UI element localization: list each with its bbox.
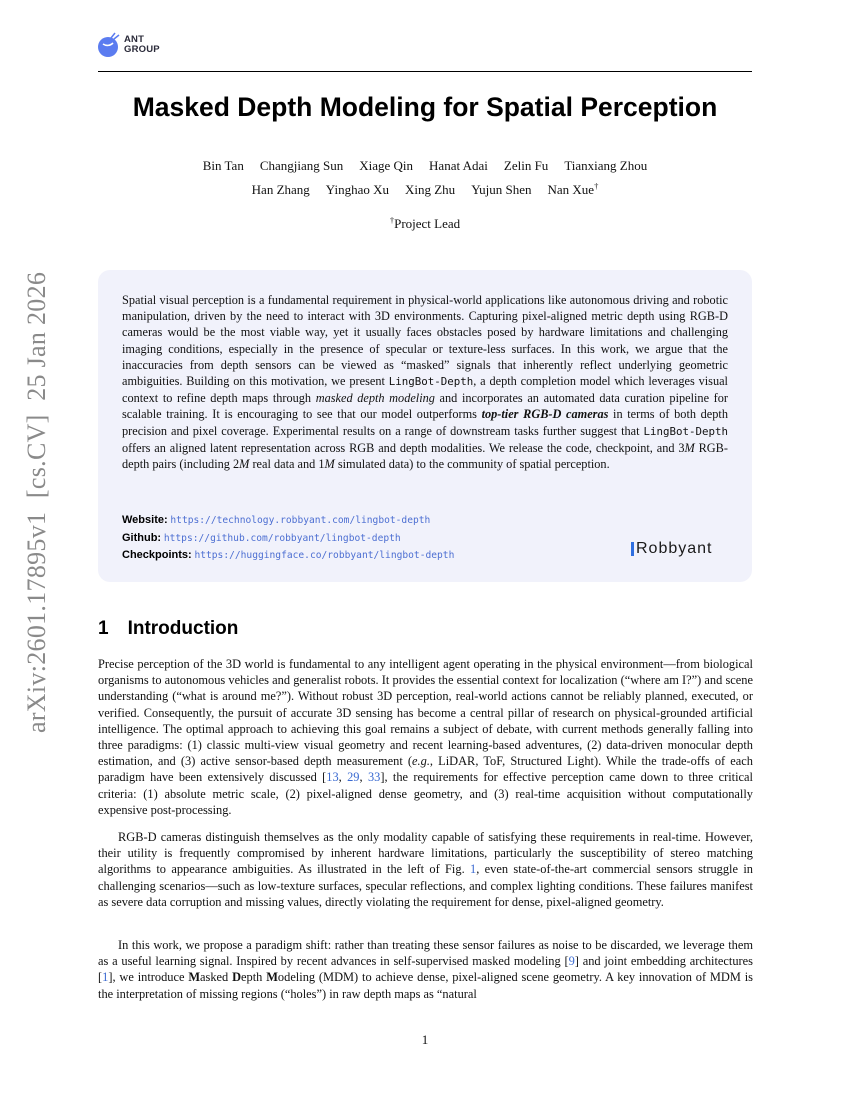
github-row: Github: https://github.com/robbyant/lingbot-depth	[122, 531, 401, 544]
author: Xing Zhu	[404, 182, 456, 197]
github-link[interactable]: https://github.com/robbyant/lingbot-depth	[163, 532, 401, 544]
author: Bin Tan	[202, 158, 244, 173]
project-lead-note: †Project Lead	[389, 215, 461, 231]
dagger-mark: †	[594, 181, 599, 191]
author: Changjiang Sun	[259, 158, 344, 173]
brand-logo	[97, 32, 160, 58]
resource-links	[122, 512, 454, 565]
arxiv-side-stamp: arXiv:2601.17895v1 [cs.CV] 25 Jan 2026	[22, 271, 51, 733]
author: Hanat Adai	[429, 158, 488, 173]
dagger-mark: †	[389, 215, 395, 225]
author: Yinghao Xu	[325, 182, 389, 197]
intro-paragraph-1: Precise perception of the 3D world is fundamental to any intelligent agent operating in the physical environment—from biological organisms to autonomous vehicles and generalist robots. It provides the essential context for localization (“where am I?”) and scene understanding (“what is around me?”). Without robust 3D perception, real-world actions cannot be reliably planned, executed, or verified. Consequently, the pursuit of accurate 3D sensing has become a central pillar of research on physical-grounded artificial intelligence. The optimal approach to achieving this goal remains a subject of debate, with current methods generally falling into three paradigms: (1) classic multi-view visual geometry and recent learning-based adventures, (2) data-driven monocular depth estimation, and (3) active sensor-based depth measurement (e.g., LiDAR, ToF, Structured Light). While the trade-offs of each paradigm have been extensively discussed [13, 29, 33], the requirements for effective perception came down to three critical criteria: (1) absolute metric scale, (2) pixel-aligned dense geometry, and (3) real-time acquisition without computationally expensive post-processing.	[98, 657, 753, 817]
author: Han Zhang	[251, 182, 310, 197]
author: Xiage Qin	[359, 158, 414, 173]
paper-title: Masked Depth Modeling for Spatial Perception	[132, 92, 718, 122]
citation-link[interactable]: 9	[568, 954, 575, 969]
header-rule	[98, 71, 752, 72]
abstract-text: Spatial visual perception is a fundamental requirement in physical-world applications like autonomous driving and robotic manipulation, driven by the need to interact with 3D environments. Capturing pixel-aligned metric depth using RGB-D cameras would be the most viable way, yet it usually faces obstacles posed by hardware limitations and challenging imaging conditions, especially in the presence of specular or texture-less surfaces. In this work, we argue that the inaccuracies from depth sensors can be viewed as “masked” signals that inherently reflect underlying geometric ambiguities. Building on this motivation, we present LingBot-Depth, a depth completion model which leverages visual context to refine depth maps through masked depth modeling and incorporates an automated data curation pipeline for scalable training. It is encouraging to see that our model outperforms top-tier RGB-D cameras in terms of both depth precision and pixel coverage. Experimental results on a range of downstream tasks further suggest that LingBot-Depth offers an aligned latent representation across RGB and depth modalities. We release the code, checkpoint, and 3M RGB-depth pairs (including 2M real data and 1M simulated data) to the community of spatial perception.	[122, 293, 729, 472]
website-link[interactable]: https://technology.robbyant.com/lingbot-depth	[170, 515, 431, 526]
author: Yujun Shen	[471, 182, 532, 197]
brand-name: ANT GROUP	[124, 34, 160, 55]
ant-group-logo-icon	[97, 32, 121, 58]
page-number: 1	[421, 1032, 429, 1047]
intro-paragraph-3: In this work, we propose a paradigm shift: rather than treating these sensor failures as noise to be discarded, we leverage them as a useful learning signal. Inspired by recent advances in self-supervised masked modeling [9] and joint embedding architectures [1], we introduce Masked Depth Modeling (MDM) to achieve dense, pixel-aligned scene geometry. A key innovation of MDM is the interpretation of missing regions (“holes”) in raw depth maps as “natural	[98, 938, 753, 1001]
website-row: Website: https://technology.robbyant.com/lingbot-depth	[122, 514, 431, 526]
citation-link[interactable]: 33	[367, 770, 381, 785]
author-list-row-1	[0, 158, 850, 174]
robbyant-mark-icon	[631, 542, 634, 556]
author-list-row-2	[0, 182, 850, 198]
figure-ref-link[interactable]: 1	[470, 862, 477, 877]
citation-link[interactable]: 1	[102, 970, 109, 985]
checkpoints-row: Checkpoints: https://huggingface.co/robbyant/lingbot-depth	[122, 549, 455, 561]
intro-paragraph-2: RGB-D cameras distinguish themselves as the only modality capable of satisfying these requirements in real-time. However, their utility is frequently compromised by inherent hardware limitations, particularly the susceptibility of stereo matching algorithms to appearance ambiguities. As illustrated in the left of Fig. 1, even state-of-the-art commercial sensors struggle in challenging scenarios—such as low-texture surfaces, specular reflections, and complex lighting conditions. These failures manifest as severe data corruption and missing values, directly violating the requirement for dense, pixel-aligned geometry.	[98, 830, 753, 909]
citation-link[interactable]: 13	[326, 770, 339, 785]
author: Tianxiang Zhou	[564, 158, 648, 173]
author: Zelin Fu	[503, 158, 549, 173]
robbyant-logo: Robbyant	[631, 540, 713, 558]
checkpoints-link[interactable]: https://huggingface.co/robbyant/lingbot-depth	[194, 550, 455, 561]
author: Nan Xue†	[547, 181, 599, 197]
section-heading-introduction: 1 Introduction	[98, 618, 239, 639]
citation-link[interactable]: 29	[347, 770, 360, 785]
